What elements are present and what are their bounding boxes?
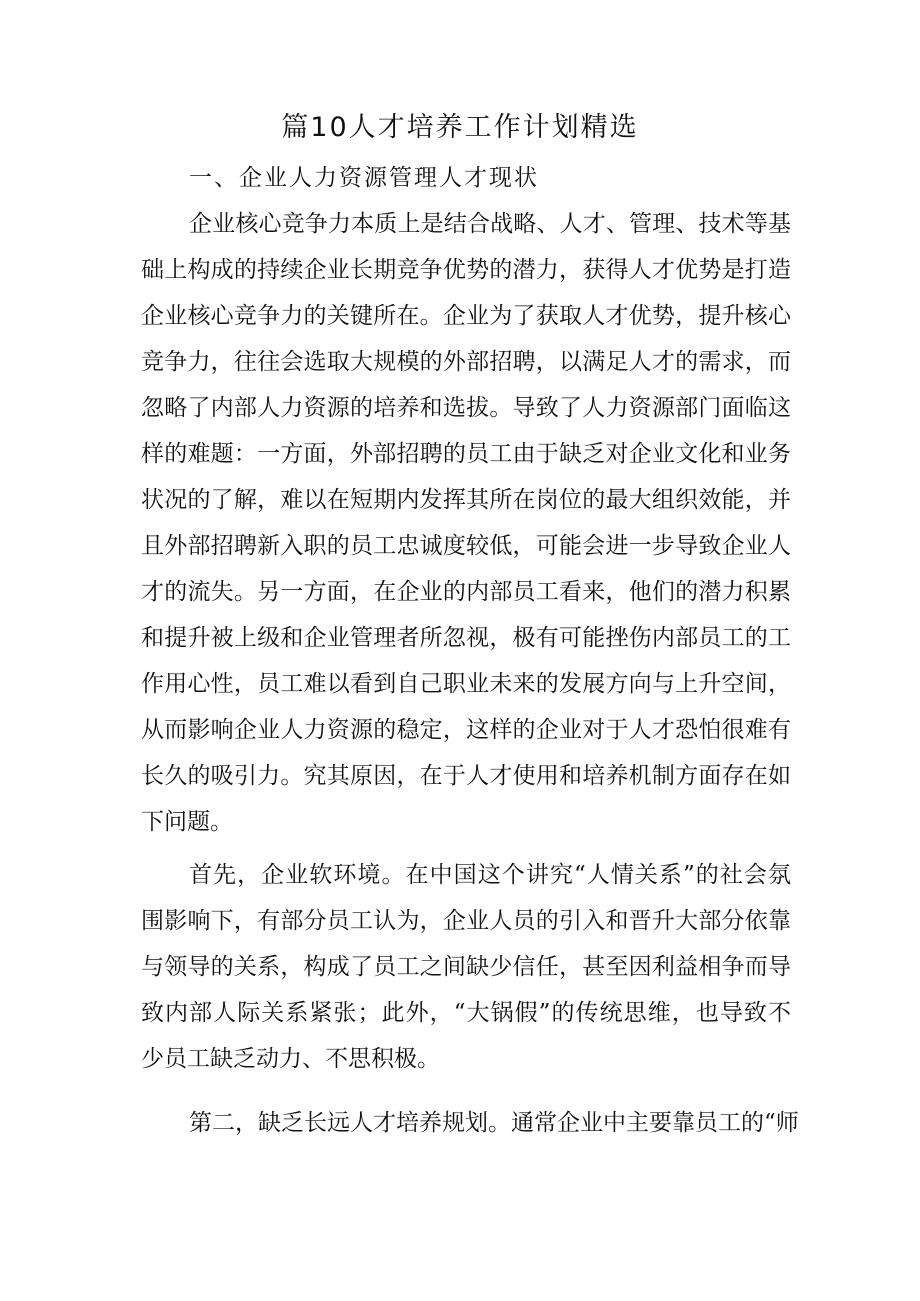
paragraph-line: 下问题。 bbox=[141, 809, 233, 835]
paragraph-line: 忽略了内部人力资源的培养和选拔。导致了人力资源部门面临这 bbox=[141, 395, 791, 421]
paragraph-line: 第二，缺乏长远人才培养规划。通常企业中主要靠员工的“师 bbox=[189, 1110, 799, 1136]
document-title: 篇10人才培养工作计划精选 bbox=[281, 112, 639, 143]
paragraph-line: 企业核心竞争力的关键所在。企业为了获取人才优势，提升核心 bbox=[141, 303, 791, 329]
paragraph-line: 和提升被上级和企业管理者所忽视，极有可能挫伤内部员工的工 bbox=[141, 625, 791, 651]
paragraph-line: 且外部招聘新入职的员工忠诚度较低，可能会进一步导致企业人 bbox=[141, 533, 791, 559]
paragraph-line: 作用心性，员工难以看到自己职业未来的发展方向与上升空间， bbox=[141, 671, 791, 697]
paragraph-line: 围影响下，有部分员工认为，企业人员的引入和晋升大部分依靠 bbox=[141, 908, 791, 934]
paragraph-line: 少员工缺乏动力、不思积极。 bbox=[141, 1046, 440, 1072]
paragraph-line: 从而影响企业人力资源的稳定，这样的企业对于人才恐怕很难有 bbox=[141, 717, 791, 743]
paragraph-line: 才的流失。另一方面，在企业的内部员工看来，他们的潜力积累 bbox=[141, 579, 791, 605]
paragraph-line: 与领导的关系，构成了员工之间缺少信任，甚至因利益相争而导 bbox=[141, 954, 791, 980]
paragraph-line: 企业核心竞争力本质上是结合战略、人才、管理、技术等基 bbox=[189, 211, 791, 237]
paragraph-line: 竞争力，往往会选取大规模的外部招聘，以满足人才的需求，而 bbox=[141, 349, 791, 375]
section-heading: 一、企业人力资源管理人才现状 bbox=[189, 165, 539, 191]
paragraph-line: 状况的了解，难以在短期内发挥其所在岗位的最大组织效能，并 bbox=[141, 487, 791, 513]
paragraph-line: 致内部人际关系紧张；此外，“大锅假”的传统思维，也导致不 bbox=[141, 1000, 791, 1026]
paragraph-line: 首先，企业软环境。在中国这个讲究“人情关系”的社会氛 bbox=[189, 862, 791, 888]
paragraph-line: 础上构成的持续企业长期竞争优势的潜力，获得人才优势是打造 bbox=[141, 257, 791, 283]
paragraph-line: 样的难题：一方面，外部招聘的员工由于缺乏对企业文化和业务 bbox=[141, 441, 791, 467]
paragraph-line: 长久的吸引力。究其原因，在于人才使用和培养机制方面存在如 bbox=[141, 763, 791, 789]
